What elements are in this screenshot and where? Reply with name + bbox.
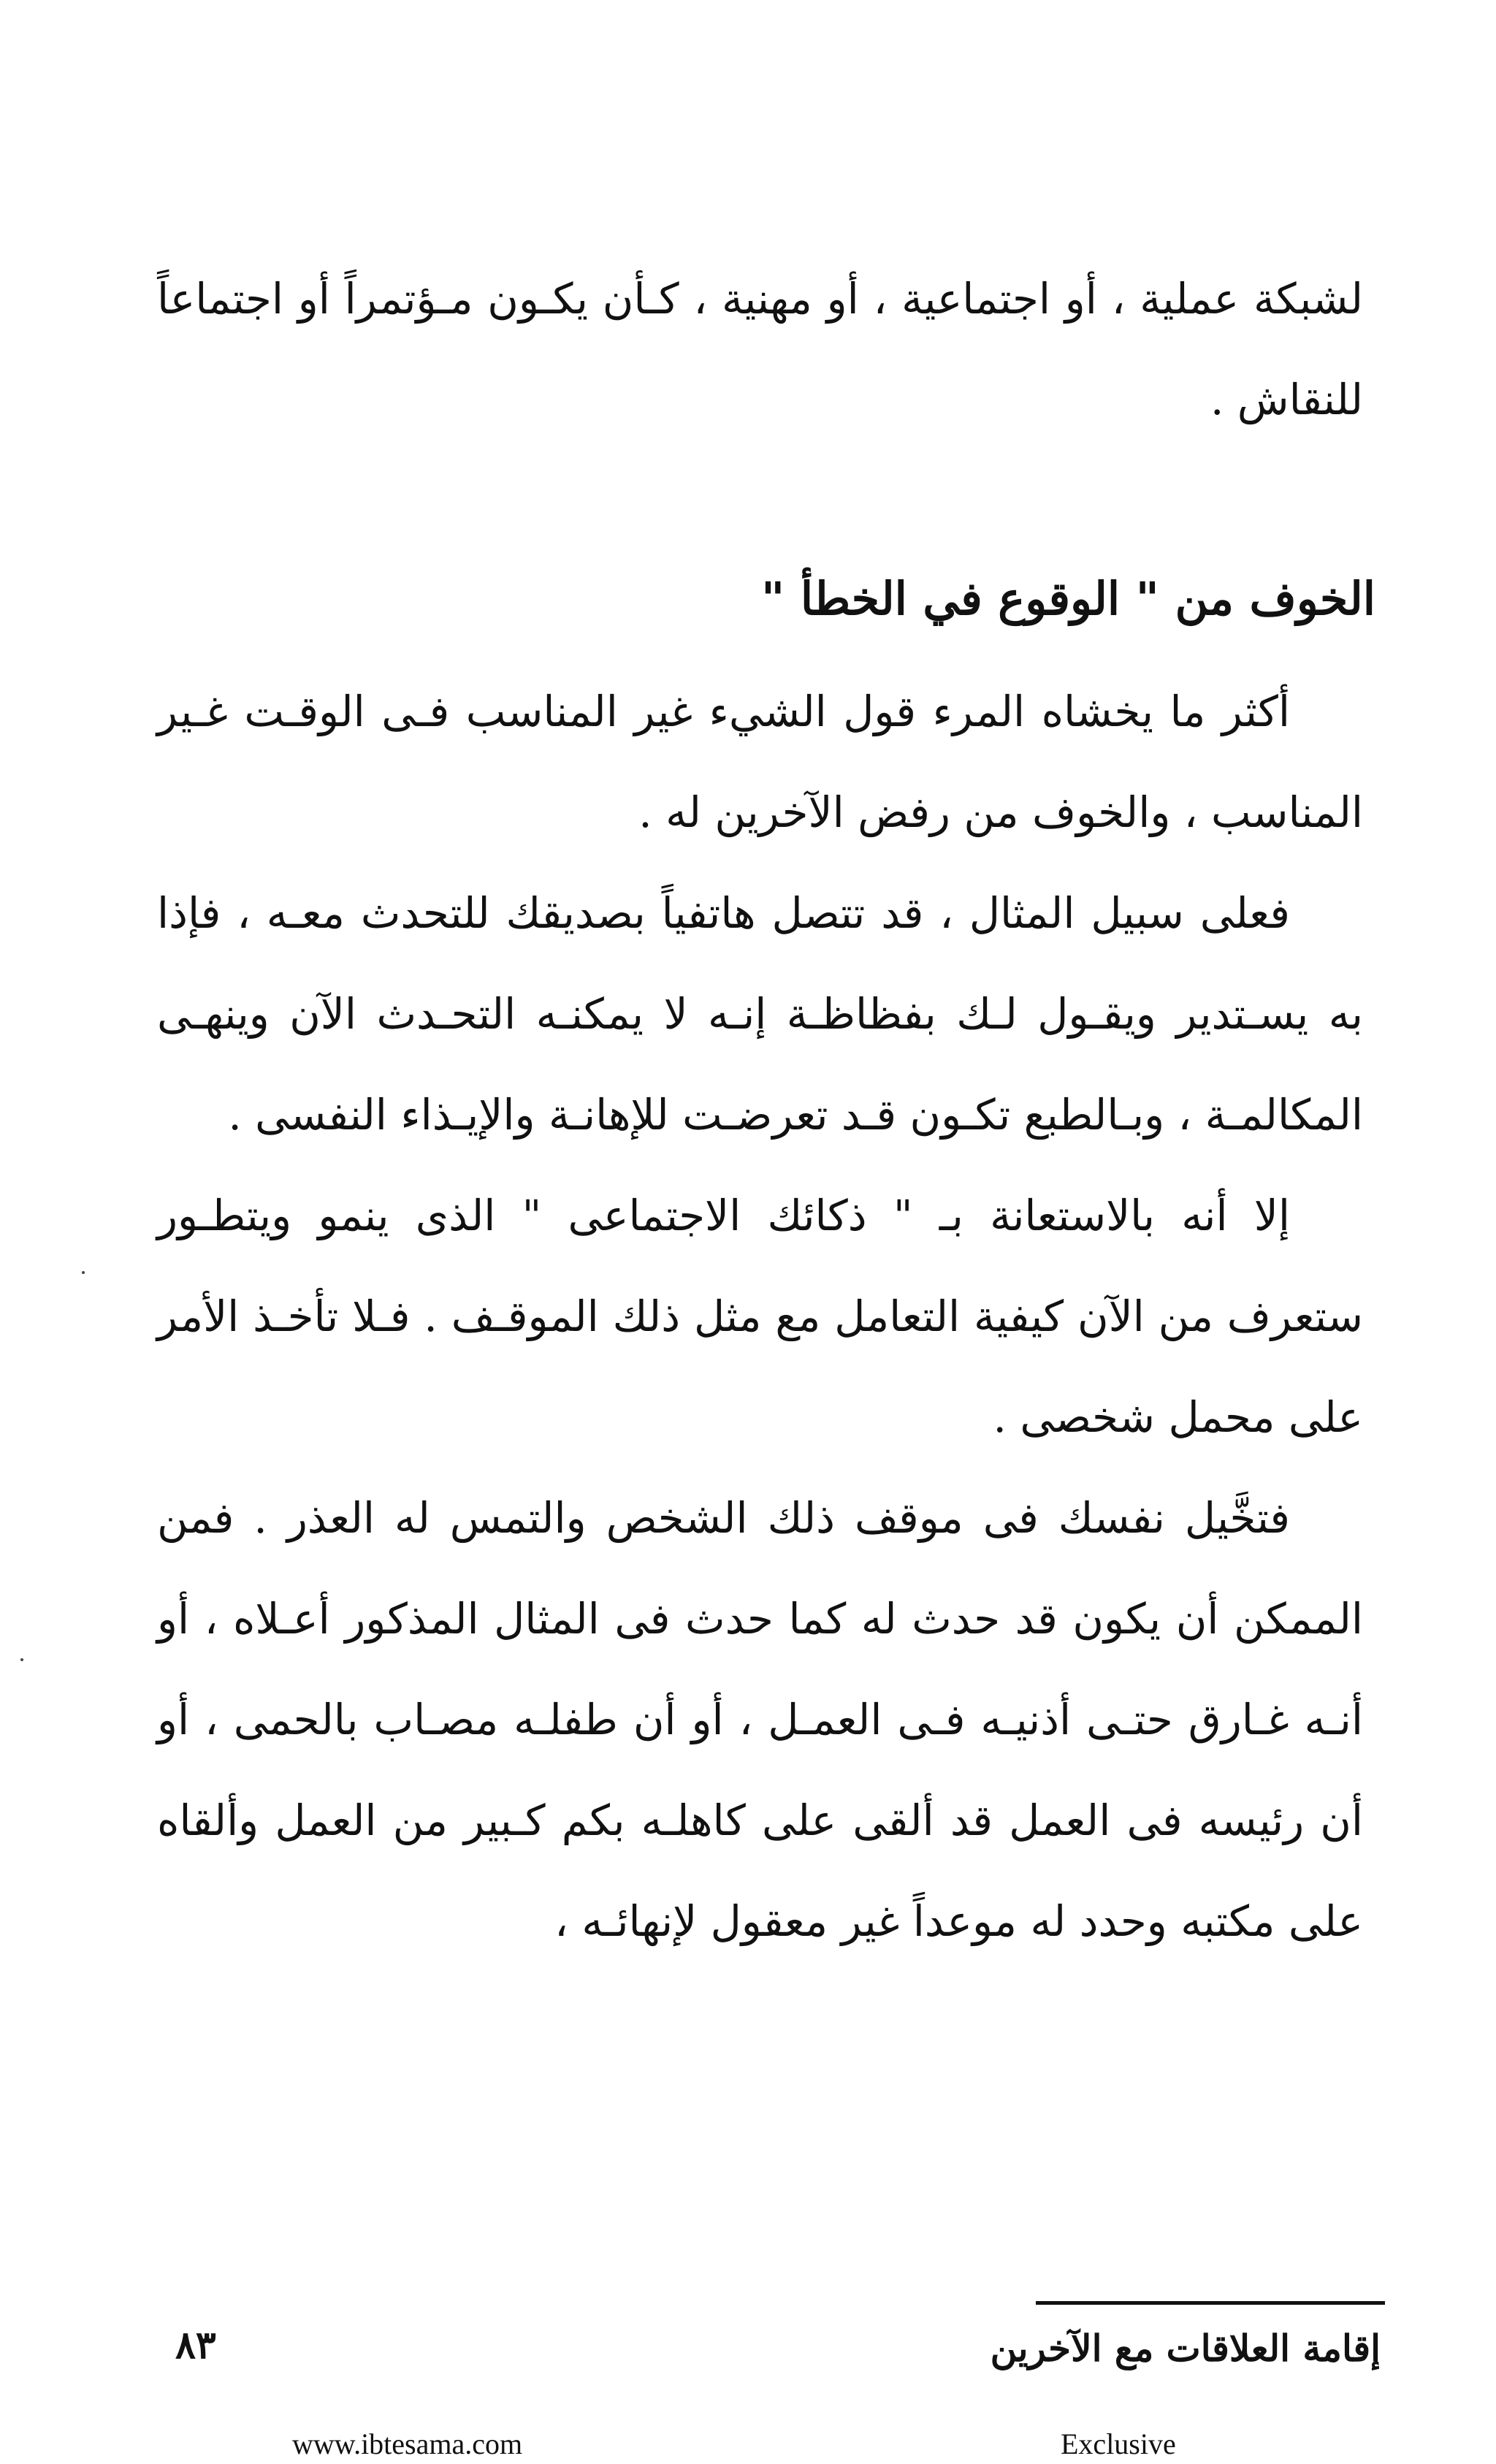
footer-divider	[1036, 2301, 1385, 2305]
intro-paragraph: لشبكة عملية ، أو اجتماعية ، أو مهنية ، كـأن يكـون مـؤتمراً أو اجتماعاً للنقاش .	[157, 274, 1363, 424]
watermark-exclusive: Exclusive	[1061, 2427, 1176, 2460]
body-paragraph-4: فتخَّيل نفسك فى موقف ذلك الشخص والتمس له العذر . فمن الممكن أن يكون قد حدث له كما حدث فى المثال المذكور أعـلاه ، أو أنـه غـارق حتـى أذنيـه فـى العمـل ، أو أن طفلـه مصـاب بالحمى ، أو أن رئيسه فى العمل قد ألقى على كاهلـه بكم كـبير من العمل وألقاه على مكتبه وحدد له موعداً غير معقول لإنهائـه ،	[157, 1493, 1363, 1946]
section-body	[157, 661, 1363, 1972]
scan-speck	[20, 1658, 23, 1661]
section-heading: الخوف من " الوقوع في الخطأ "	[761, 572, 1375, 625]
intro-paragraph-block	[157, 248, 1363, 450]
body-paragraph-1: أكثر ما يخشاه المرء قول الشيء غير المناسب فـى الوقـت غـير المناسب ، والخوف من رفض الآخرين له .	[157, 687, 1363, 837]
watermark-url: www.ibtesama.com	[292, 2427, 523, 2460]
body-paragraph-3: إلا أنه بالاستعانة بـ " ذكائك الاجتماعى " الذى ينمو ويتطـور ستعرف من الآن كيفية التعامل مع مثل ذلك الموقـف . فـلا تأخـذ الأمر على محمل شخصى .	[157, 1191, 1363, 1442]
footer-book-title: إقامة العلاقات مع الآخرين	[990, 2327, 1381, 2370]
page-number: ٨٣	[175, 2323, 216, 2368]
scan-speck	[82, 1271, 85, 1274]
body-paragraph-2: فعلى سبيل المثال ، قد تتصل هاتفياً بصديقك للتحدث معـه ، فإذا به يسـتدير ويقـول لـك بفظاظـة إنـه لا يمكنـه التحـدث الآن وينهـى المكالمـة ، وبـالطبع تكـون قـد تعرضـت للإهانـة والإيـذاء النفسى .	[157, 888, 1363, 1140]
